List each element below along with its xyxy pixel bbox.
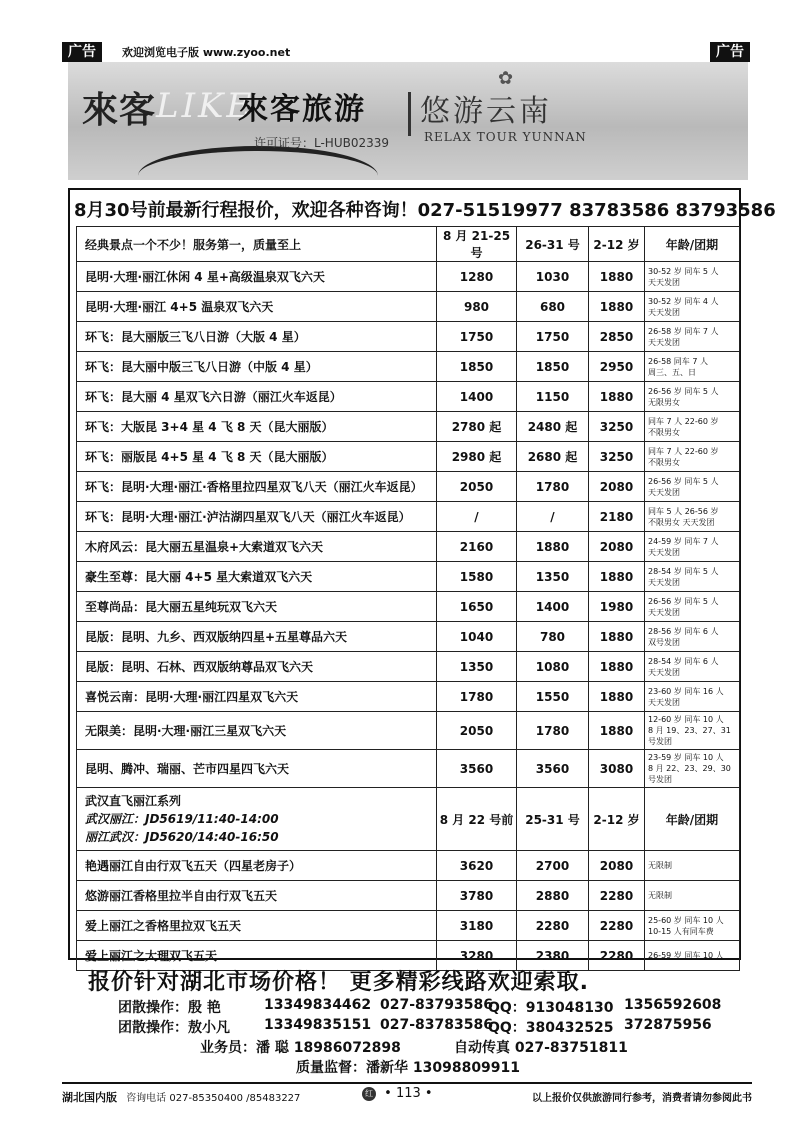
price2-cell: 1030 <box>517 262 589 292</box>
price2-cell: 3560 <box>517 750 589 788</box>
note-line-1: 30-52 岁 同车 4 人 <box>648 296 719 306</box>
note-line-2: 天天发团 <box>648 307 680 317</box>
age-schedule-cell <box>645 881 740 911</box>
child-price-cell: 1880 <box>589 712 645 750</box>
price1-cell: 3180 <box>437 911 517 941</box>
note-line-1: 28-54 岁 同车 5 人 <box>648 566 719 576</box>
note-line-1: 同车 5 人 26-56 岁 <box>648 506 719 516</box>
header-note: 年龄/团期 <box>645 227 740 262</box>
price1-cell: 2160 <box>437 532 517 562</box>
contact3-fax: 自动传真 027-83751811 <box>454 1040 628 1056</box>
header-route: 经典景点一个不少！服务第一，质量至上 <box>77 227 437 262</box>
note-line-2: 10-15 人有同车费 <box>648 926 714 936</box>
top-bar <box>62 40 750 62</box>
route-cell: 爱上丽江之香格里拉双飞五天 <box>77 911 437 941</box>
page-number: • 113 • <box>384 1086 433 1101</box>
child-price-cell: 1880 <box>589 562 645 592</box>
flight-outbound: 武汉丽江：JD5619/11:40-14:00 <box>85 812 279 826</box>
series-title: 武汉直飞丽江系列 <box>85 794 182 808</box>
age-schedule-cell <box>645 652 740 682</box>
table-row <box>77 532 740 562</box>
price1-cell: 1400 <box>437 382 517 412</box>
note-line-1: 12-60 岁 同车 10 人 <box>648 715 724 724</box>
company-banner <box>68 62 748 180</box>
contact3-label: 业务员：潘 聪 18986072898 <box>200 1040 401 1056</box>
price1-cell: 2980 起 <box>437 442 517 472</box>
contact2-qq2: 372875956 <box>624 1017 712 1033</box>
price2-cell: 1850 <box>517 352 589 382</box>
note-line-2: 天天发团 <box>648 547 680 557</box>
price1-cell: 1750 <box>437 322 517 352</box>
child-price-cell: 1880 <box>589 682 645 712</box>
child-price-cell: 2080 <box>589 532 645 562</box>
route-cell: 木府风云：昆大丽五星温泉+大索道双飞六天 <box>77 532 437 562</box>
page-footer <box>62 1082 752 1104</box>
child-price-cell: 1880 <box>589 622 645 652</box>
route-cell: 悠游丽江香格里拉半自由行双飞五天 <box>77 881 437 911</box>
age-schedule-cell <box>645 941 740 971</box>
price2-cell: 1350 <box>517 562 589 592</box>
price2-cell: 1750 <box>517 322 589 352</box>
child-price-cell: 2080 <box>589 851 645 881</box>
price2-cell: 2700 <box>517 851 589 881</box>
age-schedule-cell <box>645 750 740 788</box>
price1-cell: 3280 <box>437 941 517 971</box>
child-price-cell: 2280 <box>589 941 645 971</box>
route-cell: 环飞：昆大丽中版三飞八日游（中版 4 星） <box>77 352 437 382</box>
flight-info-cell <box>77 788 437 851</box>
table-row <box>77 382 740 412</box>
age-schedule-cell <box>645 592 740 622</box>
note-line-1: 无限制 <box>648 891 672 900</box>
age-schedule-cell <box>645 352 740 382</box>
table-row <box>77 881 740 911</box>
price1-cell: / <box>437 502 517 532</box>
license-number: 许可证号：L-HUB02339 <box>254 136 390 150</box>
age-schedule-cell <box>645 292 740 322</box>
price2-cell: / <box>517 502 589 532</box>
age-schedule-cell <box>645 682 740 712</box>
table-row <box>77 592 740 622</box>
footer-disclaimer: 以上报价仅供旅游同行参考，消费者请勿参阅此书 <box>532 1093 752 1104</box>
price2-cell: 2380 <box>517 941 589 971</box>
child-price-cell: 1980 <box>589 592 645 622</box>
price2-cell: 1400 <box>517 592 589 622</box>
child-price-cell: 2180 <box>589 502 645 532</box>
table-row <box>77 750 740 788</box>
age-schedule-cell <box>645 562 740 592</box>
route-cell: 昆版：昆明、九乡、西双版纳四星+五星尊品六天 <box>77 622 437 652</box>
header-price1: 8 月 21-25 号 <box>437 227 517 262</box>
table-row <box>77 262 740 292</box>
route-cell: 豪生至尊：昆大丽 4+5 星大索道双飞六天 <box>77 562 437 592</box>
price1-cell: 1350 <box>437 652 517 682</box>
price1-cell: 2780 起 <box>437 412 517 442</box>
route-cell: 至尊尚品：昆大丽五星纯玩双飞六天 <box>77 592 437 622</box>
child-price-cell: 1880 <box>589 262 645 292</box>
price2-cell: 1080 <box>517 652 589 682</box>
route-cell: 环飞：昆大丽 4 星双飞六日游（丽江火车返昆） <box>77 382 437 412</box>
table-row <box>77 562 740 592</box>
note-line-1: 24-59 岁 同车 7 人 <box>648 536 719 546</box>
child-price-cell: 1880 <box>589 652 645 682</box>
price2-cell: 2480 起 <box>517 412 589 442</box>
note-line-2: 双号发团 <box>648 637 680 647</box>
header2-child: 2-12 岁 <box>589 788 645 851</box>
note-line-1: 26-58 岁 同车 7 人 <box>648 326 719 336</box>
child-price-cell: 3080 <box>589 750 645 788</box>
contact1-qq2: 1356592608 <box>624 997 722 1013</box>
note-line-2: 天天发团 <box>648 337 680 347</box>
route-cell: 环飞：昆明·大理·丽江·泸沽湖四星双飞八天（丽江火车返昆） <box>77 502 437 532</box>
route-cell: 昆明·大理·丽江 4+5 温泉双飞六天 <box>77 292 437 322</box>
child-price-cell: 2280 <box>589 911 645 941</box>
swoosh-decoration <box>138 146 378 180</box>
note-line-2: 天天发团 <box>648 667 680 677</box>
price1-cell: 1040 <box>437 622 517 652</box>
note-line-1: 同车 7 人 22-60 岁 <box>648 416 719 426</box>
relax-brand-cn: 悠游云南 <box>420 94 552 129</box>
price1-cell: 1580 <box>437 562 517 592</box>
contact1-label: 团散操作：殷 艳 <box>118 1000 221 1016</box>
note-line-1: 26-56 岁 同车 5 人 <box>648 386 719 396</box>
price2-cell: 1780 <box>517 472 589 502</box>
headline: 8月30号前最新行程报价，欢迎各种咨询！027-51519977 83783586 83793586 <box>74 200 776 221</box>
note-line-2: 天天发团 <box>648 487 680 497</box>
table-row <box>77 442 740 472</box>
logo-cn: 來客 <box>82 89 157 131</box>
price2-cell: 2280 <box>517 911 589 941</box>
table-row <box>77 292 740 322</box>
route-cell: 艳遇丽江自由行双飞五天（四星老房子） <box>77 851 437 881</box>
welcome-text: 欢迎浏览电子版 www.zyoo.net <box>122 46 291 59</box>
note-line-2: 不限男女 <box>648 427 680 437</box>
price1-cell: 2050 <box>437 472 517 502</box>
footer-region: 湖北国内版 <box>62 1091 117 1104</box>
route-cell: 爱上丽江之大理双飞五天 <box>77 941 437 971</box>
price2-cell: 2880 <box>517 881 589 911</box>
note-line-2: 不限男女 <box>648 457 680 467</box>
child-price-cell: 2950 <box>589 352 645 382</box>
price1-cell: 3780 <box>437 881 517 911</box>
header2-note: 年龄/团期 <box>645 788 740 851</box>
note-line-2: 不限男女 天天发团 <box>648 517 715 527</box>
child-price-cell: 3250 <box>589 412 645 442</box>
note-line-2: 8 月 19、23、27、31 号发团 <box>648 726 731 746</box>
contact2-label: 团散操作：敖小凡 <box>118 1020 230 1036</box>
age-schedule-cell <box>645 382 740 412</box>
price1-cell: 980 <box>437 292 517 322</box>
note-line-2: 天天发团 <box>648 607 680 617</box>
price1-cell: 1650 <box>437 592 517 622</box>
route-cell: 环飞：大版昆 3+4 星 4 飞 8 天（昆大丽版） <box>77 412 437 442</box>
banner-divider <box>408 92 411 136</box>
price1-cell: 3620 <box>437 851 517 881</box>
logo-en: LIKE <box>156 86 255 126</box>
slogan: 报价针对湖北市场价格！ 更多精彩线路欢迎索取. <box>88 970 590 995</box>
header-price2: 26-31 号 <box>517 227 589 262</box>
contact1-phone: 13349834462 <box>264 997 372 1013</box>
age-schedule-cell <box>645 472 740 502</box>
note-line-1: 25-60 岁 同车 10 人 <box>648 915 724 925</box>
note-line-2: 无限男女 <box>648 397 680 407</box>
age-schedule-cell <box>645 712 740 750</box>
table-row <box>77 322 740 352</box>
note-line-2: 天天发团 <box>648 697 680 707</box>
contact1-qq: QQ：913048130 <box>488 1000 614 1016</box>
price2-cell: 1780 <box>517 712 589 750</box>
footer-hotline: 咨询电话 027-85350400 /85483227 <box>126 1093 301 1104</box>
child-price-cell: 2080 <box>589 472 645 502</box>
table-row <box>77 622 740 652</box>
age-schedule-cell <box>645 442 740 472</box>
route-cell: 昆明·大理·丽江休闲 4 星+高级温泉双飞六天 <box>77 262 437 292</box>
price2-cell: 680 <box>517 292 589 322</box>
price2-cell: 2680 起 <box>517 442 589 472</box>
note-line-1: 23-59 岁 同车 10 人 <box>648 753 724 762</box>
contact2-phone: 13349835151 <box>264 1017 372 1033</box>
table-row <box>77 851 740 881</box>
note-line-1: 26-59 岁 同车 10 人 <box>648 951 724 960</box>
hong-badge-icon: 红 <box>362 1087 376 1101</box>
route-cell: 无限美：昆明·大理·丽江三星双飞六天 <box>77 712 437 750</box>
note-line-2: 天天发团 <box>648 277 680 287</box>
contact2-qq: QQ：380432525 <box>488 1020 614 1036</box>
route-cell: 喜悦云南：昆明·大理·丽江四星双飞六天 <box>77 682 437 712</box>
table-row <box>77 712 740 750</box>
route-cell: 昆明、腾冲、瑞丽、芒市四星四飞六天 <box>77 750 437 788</box>
child-price-cell: 2850 <box>589 322 645 352</box>
price-table-body <box>77 227 740 788</box>
price1-cell: 1280 <box>437 262 517 292</box>
footer-left <box>62 1089 300 1105</box>
child-price-cell: 3250 <box>589 442 645 472</box>
age-schedule-cell <box>645 322 740 352</box>
price-table <box>76 226 740 971</box>
note-line-1: 无限制 <box>648 861 672 870</box>
price2-cell: 1150 <box>517 382 589 412</box>
price1-cell: 1850 <box>437 352 517 382</box>
relax-brand-en: RELAX TOUR YUNNAN <box>424 130 587 144</box>
price1-cell: 2050 <box>437 712 517 750</box>
note-line-1: 26-56 岁 同车 5 人 <box>648 476 719 486</box>
route-cell: 环飞：丽版昆 4+5 星 4 飞 8 天（昆大丽版） <box>77 442 437 472</box>
flight-table-body <box>77 851 740 971</box>
price1-cell: 1780 <box>437 682 517 712</box>
price2-cell: 1880 <box>517 532 589 562</box>
flight-return: 丽江武汉：JD5620/14:40-16:50 <box>85 830 279 844</box>
table-row <box>77 682 740 712</box>
flight-series-header <box>77 788 740 851</box>
age-schedule-cell <box>645 622 740 652</box>
note-line-2: 周三、五、日 <box>648 367 696 377</box>
child-price-cell: 2280 <box>589 881 645 911</box>
age-schedule-cell <box>645 412 740 442</box>
ad-label-left: 广告 <box>62 42 102 62</box>
child-price-cell: 1880 <box>589 292 645 322</box>
contact4-label: 质量监督：潘新华 13098809911 <box>296 1060 521 1076</box>
header2-price1: 8 月 22 号前 <box>437 788 517 851</box>
table-row <box>77 652 740 682</box>
age-schedule-cell <box>645 851 740 881</box>
child-price-cell: 1880 <box>589 382 645 412</box>
table-row <box>77 412 740 442</box>
price2-cell: 780 <box>517 622 589 652</box>
route-cell: 昆版：昆明、石林、西双版纳尊品双飞六天 <box>77 652 437 682</box>
age-schedule-cell <box>645 262 740 292</box>
contact2-tel: 027-83783586 <box>380 1017 493 1033</box>
note-line-1: 30-52 岁 同车 5 人 <box>648 266 719 276</box>
note-line-1: 28-54 岁 同车 6 人 <box>648 656 719 666</box>
price1-cell: 3560 <box>437 750 517 788</box>
note-line-2: 8 月 22、23、29、30 号发团 <box>648 764 731 784</box>
ad-label-right: 广告 <box>710 42 750 62</box>
note-line-1: 28-56 岁 同车 6 人 <box>648 626 719 636</box>
route-cell: 环飞：昆明·大理·丽江·香格里拉四星双飞八天（丽江火车返昆） <box>77 472 437 502</box>
header-child: 2-12 岁 <box>589 227 645 262</box>
route-cell: 环飞：昆大丽版三飞八日游（大版 4 星） <box>77 322 437 352</box>
table-row <box>77 352 740 382</box>
table-row <box>77 911 740 941</box>
price2-cell: 1550 <box>517 682 589 712</box>
note-line-1: 26-58 同车 7 人 <box>648 356 708 366</box>
age-schedule-cell <box>645 911 740 941</box>
note-line-1: 同车 7 人 22-60 岁 <box>648 446 719 456</box>
age-schedule-cell <box>645 502 740 532</box>
flower-icon: ✿ <box>498 68 514 89</box>
age-schedule-cell <box>645 532 740 562</box>
company-name: 來客旅游 <box>238 92 366 127</box>
table-row <box>77 472 740 502</box>
footer-page <box>362 1086 433 1101</box>
note-line-2: 天天发团 <box>648 577 680 587</box>
header2-price2: 25-31 号 <box>517 788 589 851</box>
note-line-1: 26-56 岁 同车 5 人 <box>648 596 719 606</box>
note-line-1: 23-60 岁 同车 16 人 <box>648 686 724 696</box>
table-row <box>77 502 740 532</box>
contact1-tel: 027-83793586 <box>380 997 493 1013</box>
table-header-row <box>77 227 740 262</box>
